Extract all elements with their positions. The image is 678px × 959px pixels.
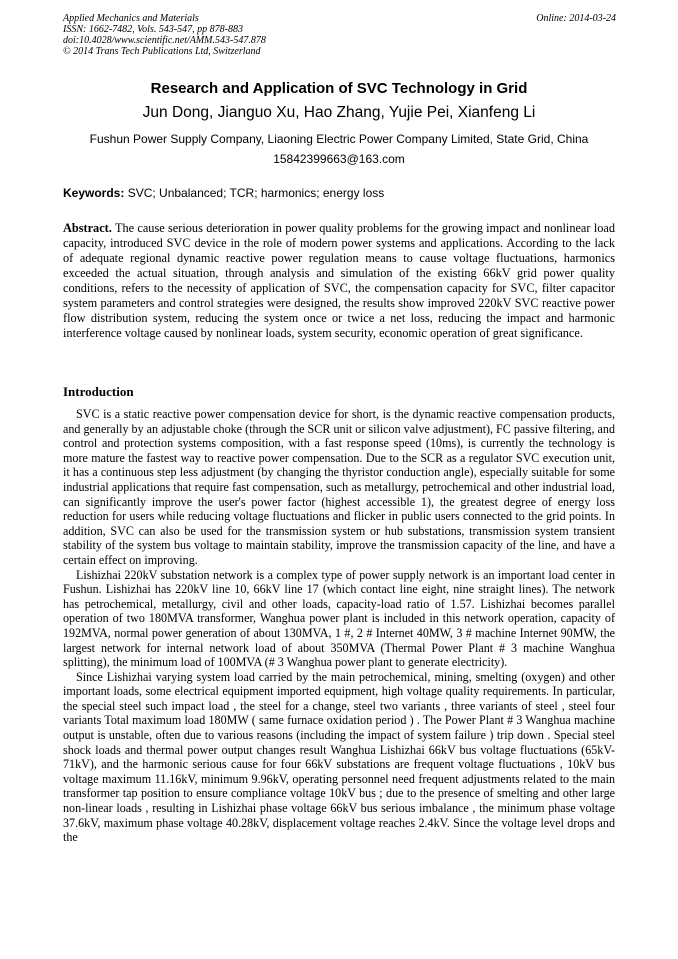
online-date: Online: 2014-03-24 [536, 13, 616, 24]
journal-name: Applied Mechanics and Materials [63, 13, 199, 24]
abstract-text: The cause serious deterioration in power quality problems for the growing impact and nonlinear load capacity, introduced SVC device in the role of modern power systems and applications. According to the lack of adequate regional dynamic reactive power regulation means to cause voltage fluctuations, harmonics exceeded the actual situation, through analysis and simulation of the existing 66kV grid power quality conditions, refers to the necessity of application of SVC, the compensation capacity for SVC, filter capacitor system parameters and control strategies were designed, the results show improved 220kV SVC reactive power flow distribution system, reducing the system once or twice a net loss, reducing the impact and harmonic interference voltage caused by nonlinear loads, system security, economic operation of great significance. [63, 221, 615, 340]
author-list: Jun Dong, Jianguo Xu, Hao Zhang, Yujie Pei, Xianfeng Li [142, 104, 536, 121]
keywords [63, 186, 616, 200]
abstract [63, 221, 615, 341]
copyright-line: © 2014 Trans Tech Publications Ltd, Switzerland [63, 46, 261, 57]
body-paragraph: Lishizhai 220kV substation network is a complex type of power supply network is an important load center in Fushun. Lishizhai has 220kV line 10, 66kV line 17 (which contact line eight, nine straight lines). The network has petrochemical, metallurgy, civil and other loads, capacity-load ratio of 1.57. Lishizhai becomes parallel operation of two 180MVA transformer, Wanghua power plant is included in this network operation, capacity of 192MVA, normal power generation of about 130MVA, 1 #, 2 # Internet 40MW, 3 # machine Internet 90MW, the largest network for internal network load of about 350MVA (Thermal Power Plant # 3 machine Wanghua splitting), the minimum load of 100MVA (# 3 Wanghua power plant to generate electricity). [63, 567, 615, 670]
keywords-label: Keywords: [63, 186, 125, 200]
keywords-text: SVC; Unbalanced; TCR; harmonics; energy loss [124, 186, 385, 200]
journal-header [63, 13, 616, 57]
body-paragraph: Since Lishizhai varying system load carried by the main petrochemical, mining, smelting (oxygen) and other important loads, some electrical equipment imported equipment, high voltage quality requirements. In particular, the special steel such impact load , the steel for a change, steel two variants , three variants of steel , steel four variants Total maximum load 180MW ( same furnace oxidation period ) . The Power Plant # 3 Wanghua machine output is unstable, often due to various reasons (including the impact of system failure ) trip down . Special steel shock loads and thermal power output changes result Wanghua Lishizhai 66kV bus voltage fluctuations (65kV-71kV), and the harmonic serious cause for four 66kV substations are frequent voltage fluctuations , 10kV bus voltage maximum 11.16kV, minimum 9.96kV, operating personnel need frequent adjustments related to the main transformer tap position to ensure compliance voltage 10kV bus ; due to the presence of smelting and other large non-linear loads , resulting in Lishizhai phase voltage 66kV bus serious imbalance , the minimum phase voltage 37.6kV, maximum phase voltage 40.28kV, displacement voltage reaches 2.4kV. Since the voltage level drops and the [63, 669, 615, 845]
doi-line: doi:10.4028/www.scientific.net/AMM.543-547.878 [63, 35, 266, 46]
abstract-label: Abstract. [63, 221, 112, 235]
issn-line: ISSN: 1662-7482, Vols. 543-547, pp 878-883 [63, 24, 243, 35]
introduction-body [63, 407, 615, 845]
body-paragraph: SVC is a static reactive power compensation device for short, is the dynamic reactive compensation products, and generally by an adjustable choke (through the SCR unit or silicon valve adjustment), FC passive filtering, and control and protection systems composition, with a fast response speed (10ms), is currently the technology is more mature the fastest way to reactive power compensation. Due to the SCR as a regulator SVC execution unit, it has a continuous step less adjustment (by changing the thyristor conduction angle), especially suitable for some industrial applications that require fast compensation, such as metallurgy, petrochemical and other industrial load, can significantly improve the user's power factor (highest accessible 1), the greatest degree of energy loss reduction for users while reducing voltage fluctuations and flicker in public users connected to the grid points. In addition, SVC can also be used for the transmission system or hub substations, transmission system transient stability of the system bus voltage to maintain stability, improve the transmission capacity of the line, and have a certain effect on improving. [63, 407, 615, 567]
contact-email: 15842399663@163.com [273, 152, 405, 166]
section-heading-introduction: Introduction [63, 384, 134, 399]
affiliation: Fushun Power Supply Company, Liaoning Electric Power Company Limited, State Grid, China [89, 132, 589, 146]
paper-title: Research and Application of SVC Technology in Grid [150, 80, 528, 97]
